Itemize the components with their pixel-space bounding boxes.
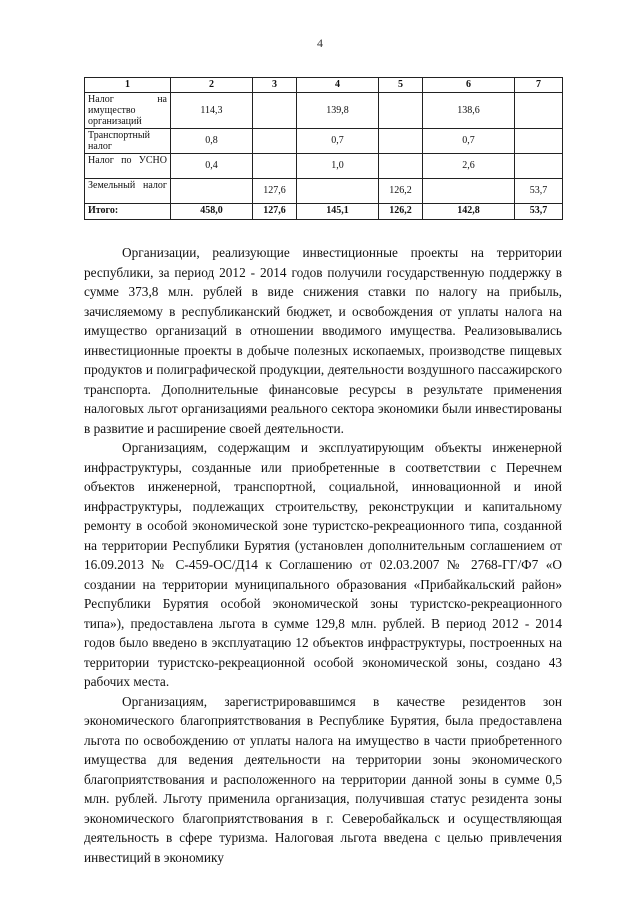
table-cell: 127,6 [253, 179, 297, 204]
table-cell [297, 179, 379, 204]
tax-table [84, 77, 563, 220]
paragraph: Организациям, содержащим и эксплуатирующим объекты инженерной инфраструктуры, созданные или приобретенные в соответствии с Перечнем объектов инженерной, транспортной, социальной, инновационной и иной инфраструктуры, подлежащих строительству, реконструкции и капитальному ремонту в особой экономической зоне туристско-рекреационного типа, созданной на территории Республики Бурятия (установлен дополнительным соглашением от 16.09.2013 № С-459-ОС/Д14 к Соглашению от 02.03.2007 № 2768-ГГ/Ф7 «О создании на территории муниципального образования «Прибайкальский район» Республики Бурятия особой экономической зоны туристско-рекреационного типа»), предоставлена льгота в сумме 129,8 млн. рублей. В период 2012 - 2014 годов было введено в эксплуатацию 12 объектов инфраструктуры, построенных на территории туристско-рекреационной особой экономической зоны, создано 43 рабочих места. [84, 440, 562, 689]
table-header-cell: 2 [171, 78, 253, 93]
table-cell: 114,3 [171, 93, 253, 129]
body-text [84, 243, 562, 867]
row-label: Земельный налог [85, 179, 171, 204]
table-cell [515, 154, 563, 179]
table-header-row [85, 78, 563, 93]
table-cell: 0,7 [297, 129, 379, 154]
table-row [85, 93, 563, 129]
total-cell: 142,8 [423, 204, 515, 220]
total-label: Итого: [85, 204, 171, 220]
table-header-cell: 1 [85, 78, 171, 93]
total-cell: 127,6 [253, 204, 297, 220]
table-cell: 0,4 [171, 154, 253, 179]
table-header-cell: 4 [297, 78, 379, 93]
row-label: Транспортный налог [85, 129, 171, 154]
table-cell: 0,8 [171, 129, 253, 154]
table-cell: 1,0 [297, 154, 379, 179]
page-number: 4 [317, 36, 323, 50]
table-header-cell: 5 [379, 78, 423, 93]
table-row [85, 179, 563, 204]
table-cell [515, 93, 563, 129]
table-cell: 138,6 [423, 93, 515, 129]
table-cell [253, 129, 297, 154]
table-header-cell: 6 [423, 78, 515, 93]
table-cell: 53,7 [515, 179, 563, 204]
table-cell [423, 179, 515, 204]
table-cell [379, 154, 423, 179]
paragraph: Организации, реализующие инвестиционные проекты на территории республики, за период 2012 - 2014 годов получили государственную поддержку в сумме 373,8 млн. рублей в виде снижения ставки по налогу на прибыль, зачисляемому в республиканский бюджет, и освобождения от уплаты налога на имущество организаций в отношении вводимого имущества. Реализовывались инвестиционные проекты в добыче полезных ископаемых, производстве пищевых продуктов и полиграфической продукции, деятельности воздушного пассажирского транспорта. Дополнительные финансовые ресурсы в результате применения налоговых льгот организациями реального сектора экономики были инвестированы в развитие и расширение своей деятельности. [84, 245, 562, 436]
table-cell: 126,2 [379, 179, 423, 204]
table-cell [171, 179, 253, 204]
total-cell: 458,0 [171, 204, 253, 220]
table-cell [253, 154, 297, 179]
table-cell: 0,7 [423, 129, 515, 154]
row-label: Налог по УСНО [85, 154, 171, 179]
table-cell: 2,6 [423, 154, 515, 179]
table-header-cell: 3 [253, 78, 297, 93]
total-cell: 145,1 [297, 204, 379, 220]
table-row [85, 129, 563, 154]
table-cell [379, 93, 423, 129]
table-row [85, 154, 563, 179]
row-label: Налог на имущество организаций [85, 93, 171, 129]
table-total-row [85, 204, 563, 220]
table-cell [379, 129, 423, 154]
table-cell: 139,8 [297, 93, 379, 129]
table-cell [253, 93, 297, 129]
table-header-cell: 7 [515, 78, 563, 93]
total-cell: 53,7 [515, 204, 563, 220]
paragraph: Организациям, зарегистрировавшимся в качестве резидентов зон экономического благоприятствования в Республике Бурятия, была предоставлена льгота по освобождению от уплаты налога на имущество в части приобретенного имущества для ведения деятельности на территории зоны экономического благоприятствования и расположенного на территории данной зоны в сумме 0,5 млн. рублей. Льготу применила организация, получившая статус резидента зоны экономического благоприятствования в г. Северобайкальск и осуществляющая деятельность в сфере туризма. Налоговая льгота введена с целью привлечения инвестиций в экономику [84, 693, 562, 865]
total-cell: 126,2 [379, 204, 423, 220]
table-cell [515, 129, 563, 154]
